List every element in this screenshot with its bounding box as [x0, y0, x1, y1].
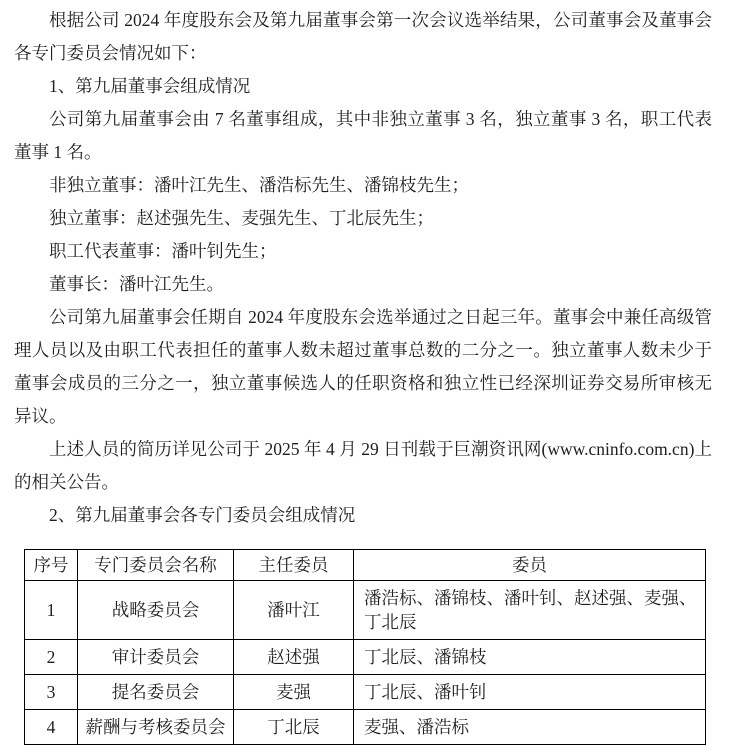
- paragraph: 董事长：潘叶江先生。: [49, 274, 224, 294]
- cell-members: 潘浩标、潘锦枝、潘叶钊、赵述强、麦强、丁北辰: [354, 581, 706, 640]
- cell-chair: 丁北辰: [234, 710, 354, 745]
- paragraph: 独立董事：赵述强先生、麦强先生、丁北辰先生；: [49, 208, 434, 228]
- cell-members: 麦强、潘浩标: [354, 710, 706, 745]
- cell-chair: 潘叶江: [234, 581, 354, 640]
- table-header-row: [25, 550, 706, 581]
- paragraph: 公司第九届董事会任期自 2024 年度股东会选举通过之日起三年。董事会中兼任高级管理人员以及由职工代表担任的董事人数未超过董事总数的二分之一。独立董事人数未少于董事会成员的三分之一，独立董事候选人的任职资格和独立性已经深圳证券交易所审核无异议。: [14, 307, 712, 426]
- column-header: 委员: [354, 550, 706, 581]
- cell-chair: 赵述强: [234, 640, 354, 675]
- paragraph: 1、第九届董事会组成情况: [49, 76, 251, 96]
- cell-members: 丁北辰、潘锦枝: [354, 640, 706, 675]
- table-row: [25, 675, 706, 710]
- paragraph: 2、第九届董事会各专门委员会组成情况: [49, 505, 356, 525]
- cell-committee-name: 薪酬与考核委员会: [78, 710, 234, 745]
- cell-chair: 麦强: [234, 675, 354, 710]
- paragraph: 职工代表董事：潘叶钊先生；: [49, 241, 277, 261]
- cell-committee-name: 审计委员会: [78, 640, 234, 675]
- cell-index: 4: [25, 710, 78, 745]
- cell-committee-name: 提名委员会: [78, 675, 234, 710]
- paragraph: 根据公司 2024 年度股东会及第九届董事会第一次会议选举结果，公司董事会及董事会各专门委员会情况如下：: [14, 10, 712, 63]
- column-header: 专门委员会名称: [78, 550, 234, 581]
- table-row: [25, 581, 706, 640]
- column-header: 主任委员: [234, 550, 354, 581]
- cell-members: 丁北辰、潘叶钊: [354, 675, 706, 710]
- document-body: [14, 4, 712, 532]
- column-header: 序号: [25, 550, 78, 581]
- paragraph: 公司第九届董事会由 7 名董事组成，其中非独立董事 3 名，独立董事 3 名，职工代表董事 1 名。: [14, 109, 712, 162]
- table-row: [25, 640, 706, 675]
- cell-index: 1: [25, 581, 78, 640]
- paragraph: 非独立董事：潘叶江先生、潘浩标先生、潘锦枝先生；: [49, 175, 469, 195]
- committee-table: [24, 549, 706, 745]
- table-body: [25, 581, 706, 745]
- table-row: [25, 710, 706, 745]
- cell-index: 3: [25, 675, 78, 710]
- cell-committee-name: 战略委员会: [78, 581, 234, 640]
- cell-index: 2: [25, 640, 78, 675]
- paragraph: 上述人员的简历详见公司于 2025 年 4 月 29 日刊载于巨潮资讯网(www.cninfo.com.cn)上的相关公告。: [14, 439, 712, 492]
